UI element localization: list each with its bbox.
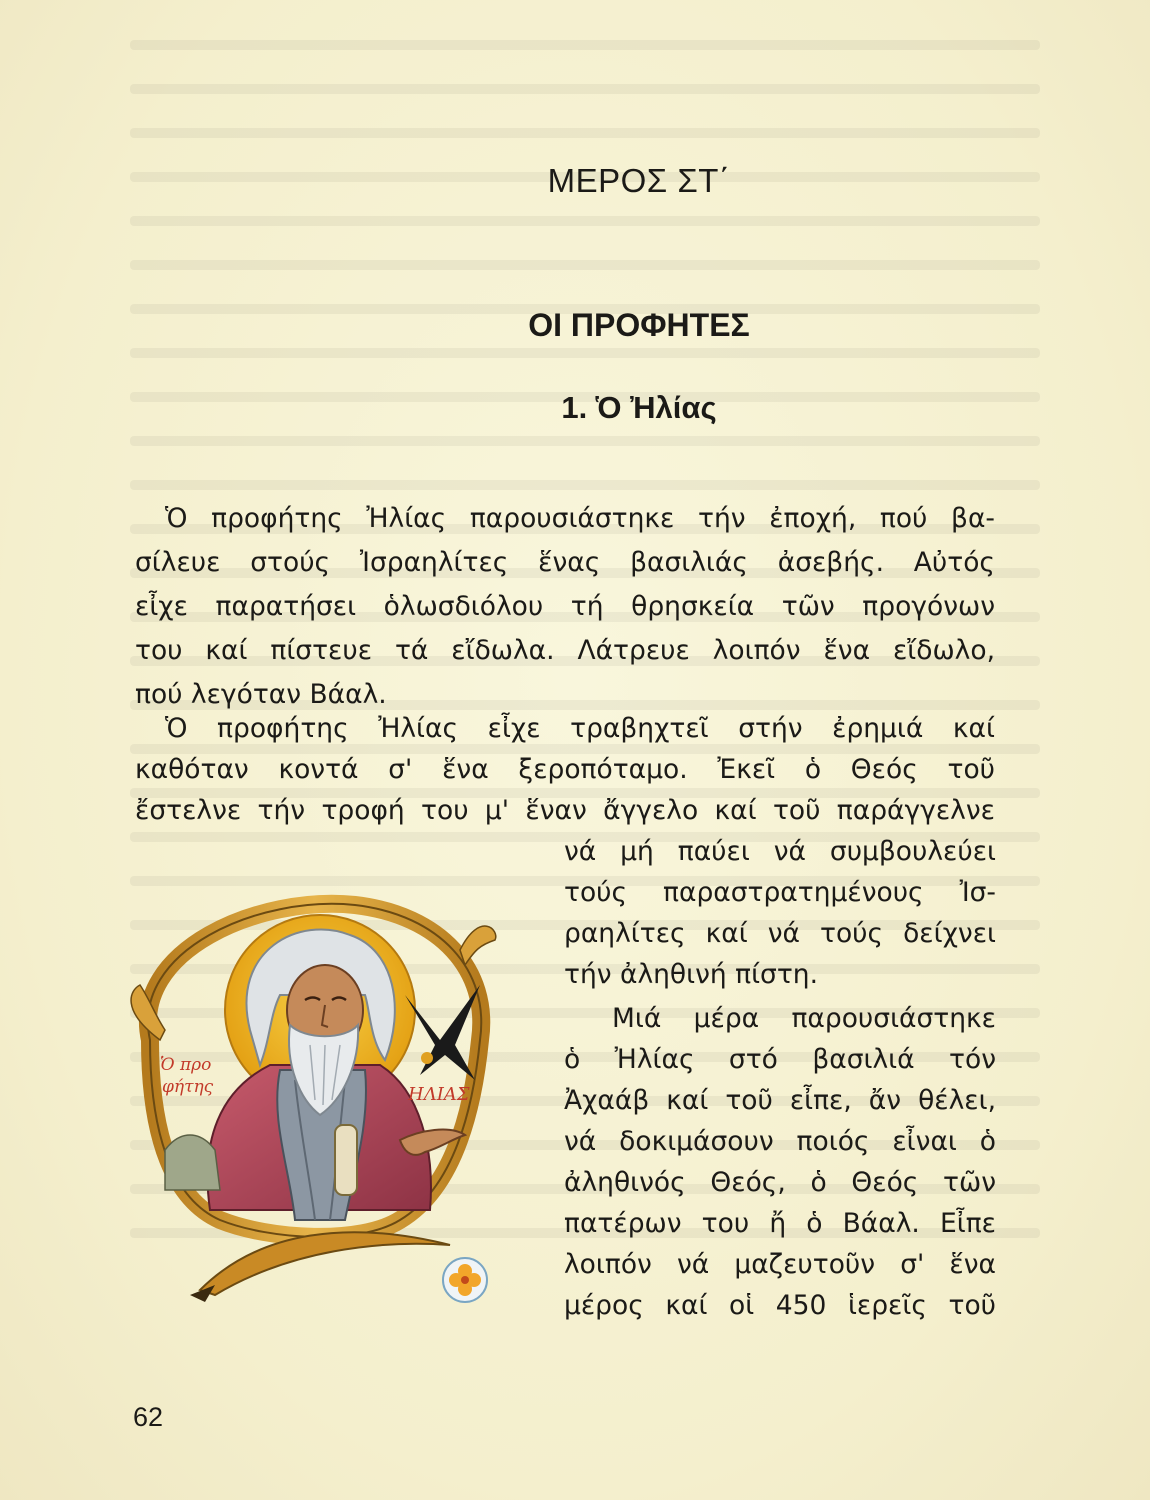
- text-line: ἔστελνε τήν τροφή του μ' ἕναν ἄγγελο καί τοῦ παράγγελνε: [135, 795, 995, 826]
- text-line: λοιπόν νά μαζευτοῦν σ' ἕνα: [564, 1249, 996, 1280]
- text-line: εἶχε παρατήσει ὁλωσδιόλου τή θρησκεία τῶν προγόνων: [135, 591, 995, 622]
- text-line: Ὁ προφήτης Ἠλίας εἶχε τραβηχτεῖ στήν ἐρημιά καί: [165, 713, 995, 744]
- text-line: Μιά μέρα παρουσιάστηκε: [612, 1003, 996, 1034]
- chapter-title: ΟΙ ΠΡΟΦΗΤΕΣ: [528, 307, 750, 343]
- icon-inscription-left-1: Ὁ προ: [160, 1055, 212, 1075]
- prophet-elijah-icon: [120, 890, 510, 1320]
- text-line: Ὁ προφήτης Ἠλίας παρουσιάστηκε τήν ἐποχή, πού βα-: [165, 503, 995, 534]
- text-line: καθόταν κοντά σ' ἕνα ξεροπόταμο. Ἐκεῖ ὁ Θεός τοῦ: [135, 754, 995, 785]
- icon-inscription-left-2: φήτης: [162, 1077, 214, 1097]
- text-line: του καί πίστευε τά εἴδωλα. Λάτρευε λοιπόν ἕνα εἴδωλο,: [135, 635, 995, 666]
- text-line: τούς παραστρατημένους Ἰσ-: [564, 877, 996, 908]
- text-line: ραηλίτες καί νά τούς δείχνει: [564, 918, 996, 949]
- text-line: ὁ Ἠλίας στό βασιλιά τόν: [564, 1044, 996, 1075]
- page-number: 62: [133, 1402, 164, 1432]
- text-line: τήν ἀληθινή πίστη.: [564, 959, 819, 990]
- text-line: ἀληθινός Θεός, ὁ Θεός τῶν: [564, 1167, 996, 1198]
- text-line: νά μή παύει νά συμβουλεύει: [564, 836, 996, 867]
- text-line: σίλευε στούς Ἰσραηλίτες ἕνας βασιλιάς ἀσεβής. Αὐτός: [135, 547, 995, 578]
- text-line: πατέρων του ἤ ὁ Βάαλ. Εἶπε: [564, 1208, 996, 1239]
- text-line: πού λεγόταν Βάαλ.: [135, 679, 387, 710]
- text-line: Ἀχαάβ καί τοῦ εἶπε, ἄν θέλει,: [564, 1085, 996, 1116]
- text-line: μέρος καί οἱ 450 ἱερεῖς τοῦ: [564, 1290, 996, 1321]
- section-title: 1. Ὁ Ἠλίας: [561, 390, 717, 425]
- text-line: νά δοκιμάσουν ποιός εἶναι ὁ: [564, 1126, 996, 1157]
- icon-inscription-right: ΗΛΙΑΣ: [408, 1084, 470, 1105]
- part-title: ΜΕΡΟΣ ΣΤ΄: [547, 162, 731, 199]
